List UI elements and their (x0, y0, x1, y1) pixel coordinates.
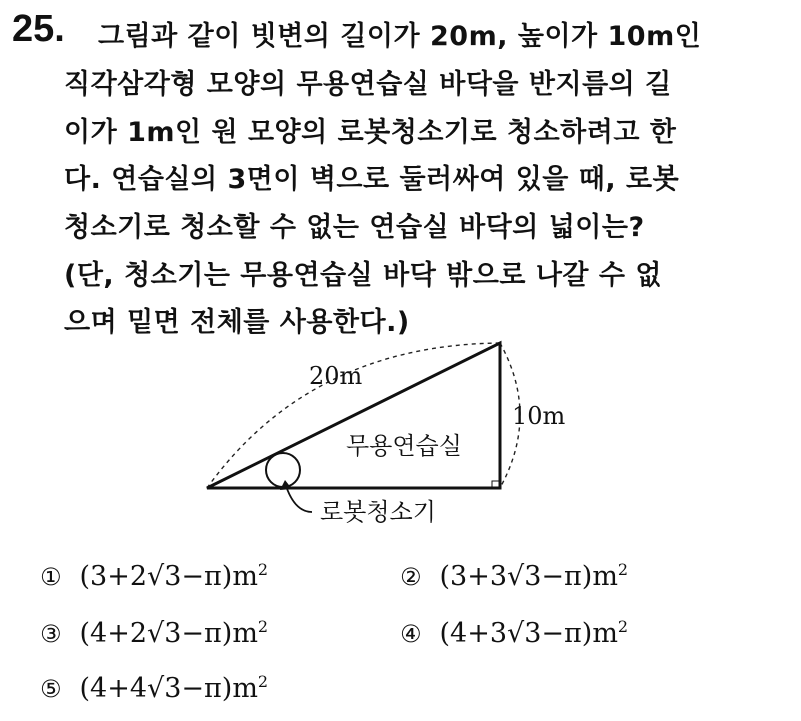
choice-2-mark: ② (400, 563, 422, 591)
choice-2-expr: (3+3√3−π)m (439, 561, 618, 592)
choice-3-expr: (4+2√3−π)m (79, 618, 258, 649)
question-line-5: 청소기로 청소할 수 없는 연습실 바닥의 넓이는? (64, 212, 645, 243)
choice-5-exponent: 2 (257, 672, 269, 691)
choice-4-mark: ④ (400, 620, 422, 648)
choice-4-exponent: 2 (617, 617, 629, 636)
choice-4[interactable] (400, 617, 628, 649)
choice-1[interactable] (40, 560, 268, 592)
choice-1-exponent: 2 (257, 560, 269, 579)
choice-1-mark: ① (40, 563, 62, 591)
choice-5[interactable] (40, 672, 268, 704)
question-line-7: 으며 밑면 전체를 사용한다.) (64, 307, 410, 338)
question-line-3: 이가 1m인 원 모양의 로봇청소기로 청소하려고 한 (64, 117, 677, 148)
choice-4-expr: (4+3√3−π)m (439, 618, 618, 649)
room-label: 무용연습실 (346, 432, 462, 460)
question-number: 25. (12, 8, 65, 50)
choice-5-expr: (4+4√3−π)m (79, 673, 258, 704)
question-line-6: (단, 청소기는 무용연습실 바닥 밖으로 나갈 수 없 (64, 260, 662, 291)
choice-3-mark: ③ (40, 620, 62, 648)
robot-cleaner-label: 로봇청소기 (320, 498, 436, 526)
choice-2-exponent: 2 (617, 560, 629, 579)
choice-5-mark: ⑤ (40, 675, 62, 703)
choice-3-exponent: 2 (257, 617, 269, 636)
choice-1-expr: (3+2√3−π)m (79, 561, 258, 592)
question-line-4: 다. 연습실의 3면이 벽으로 둘러싸여 있을 때, 로봇 (64, 164, 680, 195)
height-label: 10m (512, 402, 566, 430)
choice-2[interactable] (400, 560, 628, 592)
robot-pointer-line (286, 486, 312, 512)
choice-3[interactable] (40, 617, 268, 649)
question-line-2: 직각삼각형 모양의 무용연습실 바닥을 반지름의 길 (64, 69, 672, 100)
question-line-1: 그림과 같이 빗변의 길이가 20m, 높이가 10m인 (98, 21, 702, 52)
hypotenuse-label: 20m (309, 362, 363, 390)
robot-cleaner-circle (266, 453, 300, 487)
